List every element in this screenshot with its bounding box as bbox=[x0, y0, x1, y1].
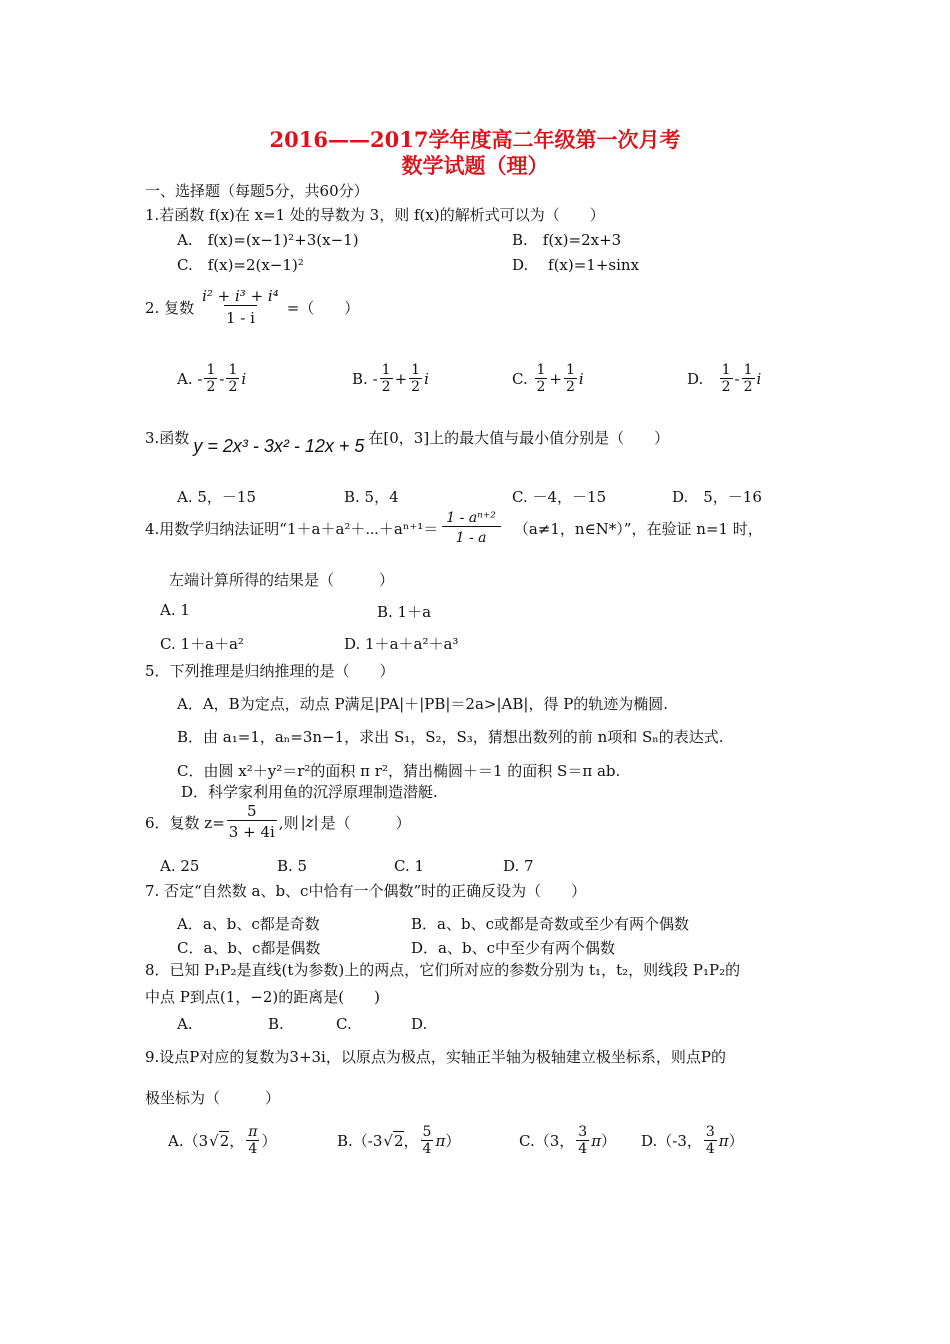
q9-b-root2: 2 bbox=[393, 1131, 404, 1150]
q2-c-frac2: $\frac{1}{2}$ bbox=[566, 362, 575, 396]
q4-numerator: 1 - aⁿ⁺² bbox=[446, 510, 496, 526]
q9-option-c bbox=[519, 1124, 616, 1157]
q2-b-minus: - bbox=[372, 369, 378, 388]
q4-option-a: A. 1 bbox=[160, 601, 190, 619]
q2-label: 2. 复数 bbox=[145, 299, 195, 318]
q2-d-i: i bbox=[756, 369, 762, 388]
q4-stem-post: （a≠1，n∈N*）”，在验证 n=1 时， bbox=[513, 519, 763, 538]
q2-c-plus: + bbox=[549, 369, 562, 388]
q2-b-frac1: $\frac{1}{2}$ bbox=[381, 362, 391, 396]
q6-fraction bbox=[227, 803, 277, 842]
q6-option-c: C. 1 bbox=[394, 857, 425, 875]
q2-a-frac2: $\frac{1}{2}$ bbox=[228, 362, 238, 396]
q2-d-frac1: $\frac{1}{2}$ bbox=[721, 362, 731, 396]
q8-option-c: C. bbox=[336, 1015, 352, 1033]
q2-stem bbox=[145, 288, 359, 328]
q6-option-b: B. 5 bbox=[277, 857, 308, 875]
q2-b-i: i bbox=[424, 369, 429, 388]
section-heading: 一、选择题（每题5分，共60分） bbox=[145, 182, 369, 200]
q9-b-neg: - bbox=[367, 1131, 373, 1150]
q9-option-d bbox=[641, 1124, 744, 1157]
q8-option-b: B. bbox=[268, 1015, 284, 1033]
q2-tail: =（ ） bbox=[286, 299, 360, 318]
q2-b-plus: + bbox=[394, 369, 408, 388]
q1-option-a: A. f(x)=(x−1)²+3(x−1) bbox=[177, 231, 359, 249]
q3-label: 3.函数 bbox=[145, 429, 190, 447]
q6-label: 6．复数 z= bbox=[145, 813, 225, 832]
q9-c-close: ） bbox=[601, 1132, 617, 1151]
q3-option-c: C. －4，－15 bbox=[512, 488, 607, 506]
q3-formula: y = 2x³ - 3x² - 12x + 5 bbox=[193, 436, 365, 456]
q7-option-b: B．a、b、c或都是奇数或至少有两个偶数 bbox=[411, 915, 689, 933]
q9-a-comma: ， bbox=[229, 1132, 245, 1151]
q9-a-three: 3 bbox=[198, 1131, 209, 1150]
q5-option-c: C．由圆 x²＋y²＝r²的面积 π r²，猜出椭圆＋＝1 的面积 S＝π ab. bbox=[177, 762, 621, 780]
q9-b-three: 3 bbox=[372, 1131, 383, 1150]
q2-a-frac1: $\frac{1}{2}$ bbox=[206, 362, 216, 396]
q8-option-a: A. bbox=[177, 1015, 193, 1033]
q2-option-d bbox=[687, 362, 761, 395]
q1-option-c: C. f(x)=2(x−1)² bbox=[177, 256, 304, 274]
q2-c-frac1: $\frac{1}{2}$ bbox=[536, 362, 546, 396]
q2-a-minus1: - bbox=[197, 369, 203, 388]
q3-option-b: B. 5，4 bbox=[344, 488, 399, 506]
q4-stem bbox=[145, 510, 763, 546]
q7-stem: 7. 否定“自然数 a、b、c中恰有一个偶数”时的正确反设为（ ） bbox=[145, 882, 587, 900]
q9-a-root2: 2 bbox=[219, 1131, 230, 1150]
q2-a-label: A. bbox=[177, 369, 193, 388]
q6-tail: 是（ ） bbox=[320, 813, 411, 832]
q6-stem bbox=[145, 803, 411, 842]
q9-a-label: A.（ bbox=[168, 1132, 199, 1151]
exam-subtitle: 数学试题（理） bbox=[401, 153, 549, 178]
q9-b-comma: ， bbox=[403, 1132, 419, 1151]
q2-d-frac2: $\frac{1}{2}$ bbox=[743, 362, 753, 396]
q4-fraction bbox=[440, 510, 502, 546]
q8-line1: 8．已知 P₁P₂是直线(t为参数)上的两点，它们所对应的参数分别为 t₁，t₂，则线段 P₁P₂的 bbox=[145, 961, 741, 979]
q6-option-d: D. 7 bbox=[503, 857, 534, 875]
q8-line2: 中点 P到点(1，−2)的距离是( ) bbox=[145, 988, 380, 1006]
q7-option-a: A．a、b、c都是奇数 bbox=[177, 915, 320, 933]
q9-c-label: C.（3， bbox=[519, 1132, 575, 1151]
q2-numerator: i² + i³ + i⁴ bbox=[202, 287, 279, 305]
q1-stem: 1.若函数 f(x)在 x=1 处的导数为 3，则 f(x)的解析式可以为（ ） bbox=[145, 206, 605, 224]
q7-option-c: C．a、b、c都是偶数 bbox=[177, 939, 321, 957]
q5-option-a: A．A，B为定点，动点 P满足|PA|＋|PB|＝2a>|AB|，得 P的轨迹为椭圆. bbox=[177, 695, 669, 713]
q2-option-b bbox=[352, 362, 429, 395]
q2-option-c bbox=[512, 362, 584, 395]
q6-denominator: 3 + 4i bbox=[227, 820, 277, 841]
q6-option-a: A. 25 bbox=[160, 857, 200, 875]
q2-d-minus: - bbox=[734, 369, 740, 388]
q2-denominator: 1 - i bbox=[224, 305, 257, 327]
q4-stem-pre: 4.用数学归纳法证明“1＋a＋a²＋⋯＋aⁿ⁺¹＝ bbox=[145, 519, 439, 538]
q9-c-pi: π bbox=[591, 1131, 602, 1150]
q9-a-frac: $\frac{\pi}{4}$ bbox=[248, 1124, 258, 1158]
q6-mid: ,则 bbox=[278, 813, 299, 832]
q9-a-close: ） bbox=[261, 1132, 277, 1151]
q2-b-label: B. bbox=[352, 369, 368, 388]
q5-option-b: B．由 a₁=1，aₙ=3n−1，求出 S₁，S₂，S₃，猜想出数列的前 n项和 Sₙ的表达式. bbox=[177, 728, 724, 746]
q2-b-frac2: $\frac{1}{2}$ bbox=[411, 362, 421, 396]
q4-option-d: D. 1＋a＋a²＋a³ bbox=[344, 635, 459, 653]
q9-b-label: B.（ bbox=[337, 1132, 368, 1151]
q9-d-pi: π bbox=[718, 1131, 729, 1150]
q8-option-d: D. bbox=[411, 1015, 428, 1033]
q2-a-i: i bbox=[241, 369, 247, 388]
q2-fraction bbox=[196, 288, 285, 328]
q9-d-close: ） bbox=[728, 1132, 744, 1151]
q4-option-c: C. 1＋a＋a² bbox=[160, 635, 244, 653]
q9-line2: 极坐标为（ ） bbox=[145, 1089, 281, 1107]
q3-option-d: D. 5，－16 bbox=[672, 488, 762, 506]
q4-denominator: 1 - a bbox=[442, 526, 501, 546]
q1-option-d: D. f(x)=1+sinx bbox=[512, 256, 640, 274]
q9-c-frac: $\frac{3}{4}$ bbox=[578, 1124, 588, 1158]
q9-b-pi: π bbox=[435, 1131, 446, 1150]
q2-a-minus2: - bbox=[219, 369, 225, 388]
q7-option-d: D．a、b、c中至少有两个偶数 bbox=[411, 939, 615, 957]
q5-option-d: D．科学家利用鱼的沉浮原理制造潜艇. bbox=[181, 783, 438, 801]
q9-b-frac: $\frac{5}{4}$ bbox=[422, 1124, 432, 1158]
q2-c-i: i bbox=[578, 369, 584, 388]
q9-option-a: A.（ 3 √2 ， $\frac{\pi}{4}$ ） bbox=[168, 1124, 277, 1158]
exam-title: 2016——2017学年度高二年级第一次月考 bbox=[269, 127, 681, 152]
q4-option-b: B. 1＋a bbox=[377, 603, 432, 621]
q3-option-a: A. 5，－15 bbox=[177, 488, 256, 506]
q3-tail: 在[0，3]上的最大值与最小值分别是（ ） bbox=[368, 429, 670, 447]
q2-d-label: D. bbox=[687, 369, 704, 388]
q3-stem bbox=[145, 427, 670, 456]
q2-c-label: C. bbox=[512, 369, 528, 388]
q9-line1: 9.设点P对应的复数为3+3i，以原点为极点，实轴正半轴为极轴建立极坐标系，则点P的 bbox=[145, 1048, 726, 1066]
q9-option-b: B.（ - 3 √2 ， $\frac{5}{4}$ π ） bbox=[337, 1124, 461, 1158]
q5-stem: 5．下列推理是归纳推理的是（ ） bbox=[145, 662, 395, 680]
q6-abs-z: |z| bbox=[300, 813, 319, 832]
q2-option-a bbox=[177, 362, 246, 395]
q6-numerator: 5 bbox=[247, 802, 257, 820]
q1-option-b: B. f(x)=2x+3 bbox=[512, 231, 622, 249]
q9-b-close: ） bbox=[445, 1132, 461, 1151]
q9-d-label: D.（-3， bbox=[641, 1132, 702, 1151]
q4-line2: 左端计算所得的结果是（ ） bbox=[169, 571, 395, 589]
q9-d-frac: $\frac{3}{4}$ bbox=[705, 1124, 715, 1158]
